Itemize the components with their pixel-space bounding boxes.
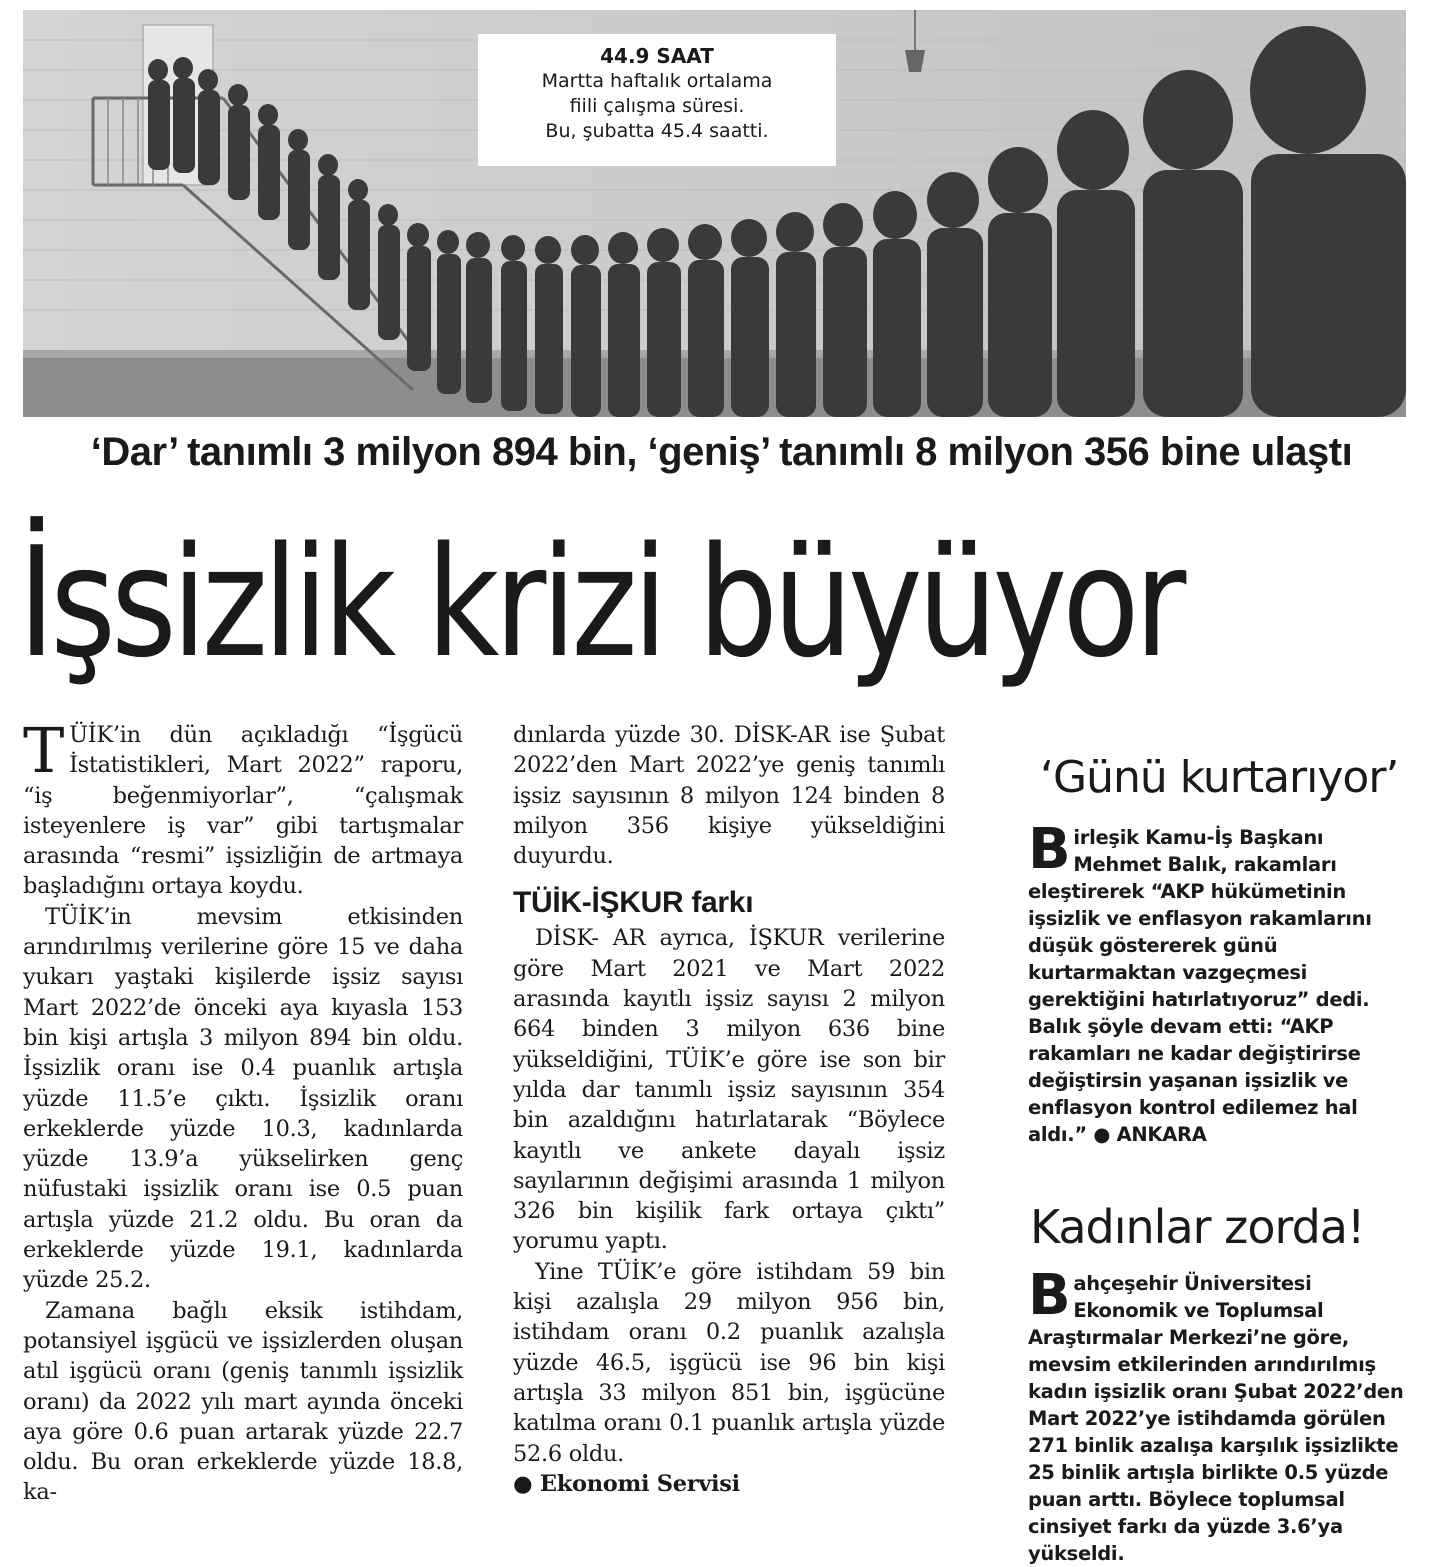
article-column-2 [513, 720, 945, 1499]
sidebar-title: Kadınlar zorda! [1030, 1200, 1365, 1254]
sidebar-title: ‘Günü kurtarıyor’ [1040, 752, 1399, 803]
paragraph: TÜİK’in mevsim etkisinden arındırılmış verilerine göre 15 ve daha yukarı yaştaki kişilerde işsiz sayısı Mart 2022’de önceki aya kıyasla 153 bin kişi artışla 3 milyon 894 bin oldu. İşsizlik oranı ise 0.4 puanlık artışla yüzde 11.5’e çıktı. İşsizlik oranı erkeklerde yüzde 10.3, kadınlarda yüzde 13.9’a yükselirken genç nüfustaki işsizlik oranı ise 0.5 puan artışla yüzde 21.2 oldu. Bu oran da erkeklerde yüzde 19.1, kadınlarda yüzde 25.2. [23, 903, 463, 1294]
paragraph: Yine TÜİK’e göre istihdam 59 bin kişi azalışla 29 milyon 956 bin, istihdam oranı 0.2 puanlık azalışla yüzde 46.5, işgücü ise 96 bin kişi artışla 33 milyon 851 bin, işgücüne katılma oranı 0.1 puanlık artışla yüzde 52.6 oldu. [513, 1258, 945, 1467]
paragraph: dınlarda yüzde 30. DİSK-AR ise Şubat 2022’den Mart 2022’ye geniş tanımlı işsiz sayısının 8 milyon 124 binden 8 milyon 356 kişiye yükseldiğini duyurdu. [513, 722, 945, 870]
article-column-1 [23, 714, 463, 1508]
sidebar-box [1028, 1263, 1408, 1567]
photo-caption-box [478, 34, 836, 166]
subheading: TÜİK-İŞKUR farkı [513, 886, 754, 920]
sidebar-text: ahçeşehir Üniversitesi Ekonomik ve Toplumsal Araştırmalar Merkezi’ne göre, mevsim etkilerinden arındırılmış kadın işsizlik oranı Şubat 2022’den Mart 2022’ye istihdamda görülen 271 binlik azalışa karşılık işsizlikte 25 binlik artışla birlikte 0.5 yüzde puan arttı. Böylece toplumsal cinsiyet farkı da yüzde 3.6’ya yükseldi. [1028, 1272, 1404, 1565]
paragraph-text: ÜİK’in dün açıkladığı “İşgücü İstatistikleri, Mart 2022” raporu, “iş beğenmiyorlar”, “çalışmak isteyenlere iş var” gibi tartışmalar arasında “resmi” işsizliğin de artmaya başladığını ortaya koydu. [23, 722, 463, 900]
photo-caption-line: Martta haftalık ortalama [541, 70, 773, 92]
dropcap: B [1028, 817, 1071, 882]
photo-caption-title: 44.9 SAAT [600, 44, 714, 68]
dropcap: T [23, 714, 65, 787]
paragraph: DİSK- AR ayrıca, İŞKUR verilerine göre Mart 2021 ve Mart 2022 arasında kayıtlı işsiz sayısı 2 milyon 664 binden 3 milyon 636 bine yükseldiğini, TÜİK’e göre ise son bir yılda dar tanımlı işsiz sayısının 354 bin azaldığını hatırlatarak “Böylece kayıtlı ve ankete dayalı işsiz sayılarının değişimi arasında 1 milyon 326 bin kişilik fark ortaya çıktı” yorumu yaptı. [513, 925, 945, 1255]
kicker-headline: ‘Dar’ tanımlı 3 milyon 894 bin, ‘geniş’ tanımlı 8 milyon 356 bine ulaştı [90, 430, 1353, 474]
dropcap: B [1028, 1263, 1071, 1328]
sidebar-text: irleşik Kamu-İş Başkanı Mehmet Balık, rakamları eleştirerek “AKP hükümetinin işsizlik ve enflasyon rakamlarını düşük göstererek günü kurtarmaktan vazgeçmesi gerektiğini hatırlatıyoruz” dedi. Balık şöyle devam etti: “AKP rakamları ne kadar değiştirirse değiştirsin yaşanan işsizlik ve enflasyon kontrol edilemez hal aldı.” ● ANKARA [1028, 826, 1372, 1146]
main-headline: İşsizlik krizi büyüyor [18, 514, 1182, 691]
photo-caption-line: Bu, şubatta 45.4 saatti. [545, 120, 769, 142]
sidebar-box [1028, 817, 1408, 1148]
news-photo [23, 10, 1406, 417]
photo-caption-line: fiili çalışma süresi. [569, 95, 745, 117]
paragraph [23, 714, 463, 902]
byline: ● Ekonomi Servisi [513, 1470, 740, 1497]
paragraph: Zamana bağlı eksik istihdam, potansiyel işgücü ve işsizlerden oluşan atıl işgücü oranı (geniş tanımlı işsizlik oranı) da 2022 yılı mart ayında önceki aya göre 0.6 puan artarak yüzde 22.7 oldu. Bu oran erkeklerde yüzde 18.8, ka- [23, 1297, 463, 1506]
